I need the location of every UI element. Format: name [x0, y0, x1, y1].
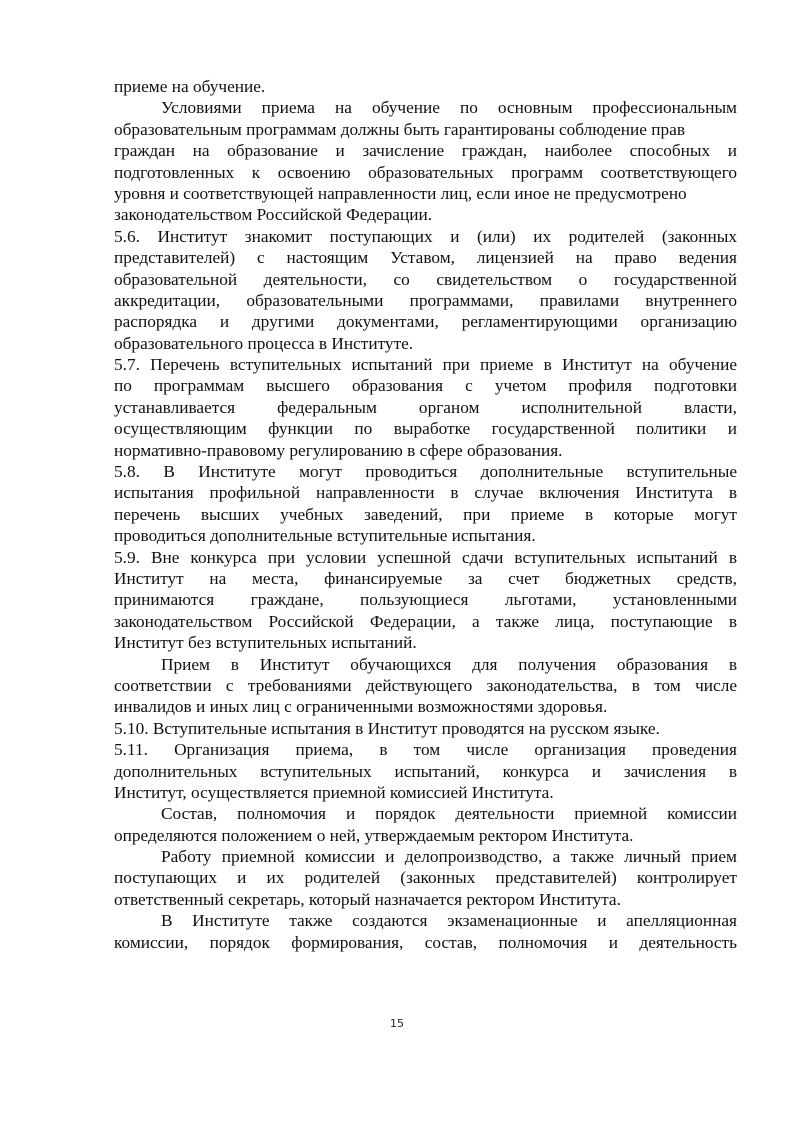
text-line: Институт на места, финансируемые за счет бюджетных средств, — [114, 568, 737, 588]
text-line: уровня и соответствующей направленности лиц, если иное не предусмотрено — [114, 183, 687, 203]
text-line: законодательством Российской Федерации, а также лица, поступающие в — [114, 611, 737, 631]
text-line: приеме на обучение. — [114, 77, 266, 96]
text-line: комиссии, порядок формирования, состав, полномочия и деятельность — [114, 932, 737, 952]
page-number: 15 — [390, 1017, 404, 1030]
text-line: аккредитации, образовательными программами, правилами внутреннего — [114, 290, 737, 310]
text-line: В Институте также создаются экзаменационные и апелляционная — [161, 911, 737, 931]
text-line: образовательного процесса в Институте. — [114, 333, 414, 353]
text-line: 5.11. Организация приема, в том числе организация проведения — [114, 740, 737, 760]
text-line: представителей) с настоящим Уставом, лицензией на право ведения — [114, 248, 737, 268]
text-line: распорядка и другими документами, регламентирующими организацию — [114, 312, 737, 332]
text-line: граждан на образование и зачисление граждан, наиболее способных и — [114, 141, 737, 161]
text-line: образовательным программам должны быть гарантированы соблюдение прав — [114, 119, 685, 139]
text-line: ответственный секретарь, который назначается ректором Института. — [114, 889, 621, 909]
text-line: принимаются граждане, пользующиеся льготами, установленными — [114, 590, 737, 610]
text-line: законодательством Российской Федерации. — [114, 205, 433, 225]
text-line: Институт, осуществляется приемной комиссией Института. — [114, 782, 554, 802]
document-body — [114, 76, 737, 953]
text-line: 5.10. Вступительные испытания в Институт проводятся на русском языке. — [114, 718, 660, 738]
text-line: Состав, полномочия и порядок деятельности приемной комиссии — [161, 804, 737, 824]
text-line: соответствии с требованиями действующего законодательства, в том числе — [114, 675, 737, 695]
text-line: 5.6. Институт знакомит поступающих и (или) их родителей (законных — [114, 226, 737, 246]
text-line: подготовленных к освоению образовательных программ соответствующего — [114, 162, 737, 182]
text-line: Условиями приема на обучение по основным профессиональным — [161, 98, 737, 118]
text-line: проводиться дополнительные вступительные испытания. — [114, 526, 536, 546]
text-line: перечень высших учебных заведений, при приеме в которые могут — [114, 504, 737, 524]
text-line: испытания профильной направленности в случае включения Института в — [114, 483, 737, 503]
text-line: определяются положением о ней, утверждаемым ректором Института. — [114, 825, 634, 845]
text-line: Прием в Институт обучающихся для получения образования в — [161, 654, 737, 674]
text-line: нормативно-правовому регулированию в сфере образования. — [114, 440, 563, 460]
text-line: дополнительных вступительных испытаний, конкурса и зачисления в — [114, 761, 737, 781]
text-line: Работу приемной комиссии и делопроизводство, а также личный прием — [161, 847, 737, 867]
text-line: 5.8. В Институте могут проводиться дополнительные вступительные — [114, 462, 737, 482]
text-line: инвалидов и иных лиц с ограниченными возможностями здоровья. — [114, 697, 608, 717]
text-line: осуществляющим функции по выработке государственной политики и — [114, 419, 737, 439]
text-line: Институт без вступительных испытаний. — [114, 633, 417, 653]
text-line: поступающих и их родителей (законных представителей) контролирует — [114, 868, 737, 888]
text-line: образовательной деятельности, со свидетельством о государственной — [114, 269, 737, 289]
text-line: 5.7. Перечень вступительных испытаний при приеме в Институт на обучение — [114, 355, 737, 375]
text-line: 5.9. Вне конкурса при условии успешной сдачи вступительных испытаний в — [114, 547, 737, 567]
text-line: по программам высшего образования с учетом профиля подготовки — [114, 376, 737, 396]
text-line: устанавливается федеральным органом исполнительной власти, — [114, 397, 737, 417]
